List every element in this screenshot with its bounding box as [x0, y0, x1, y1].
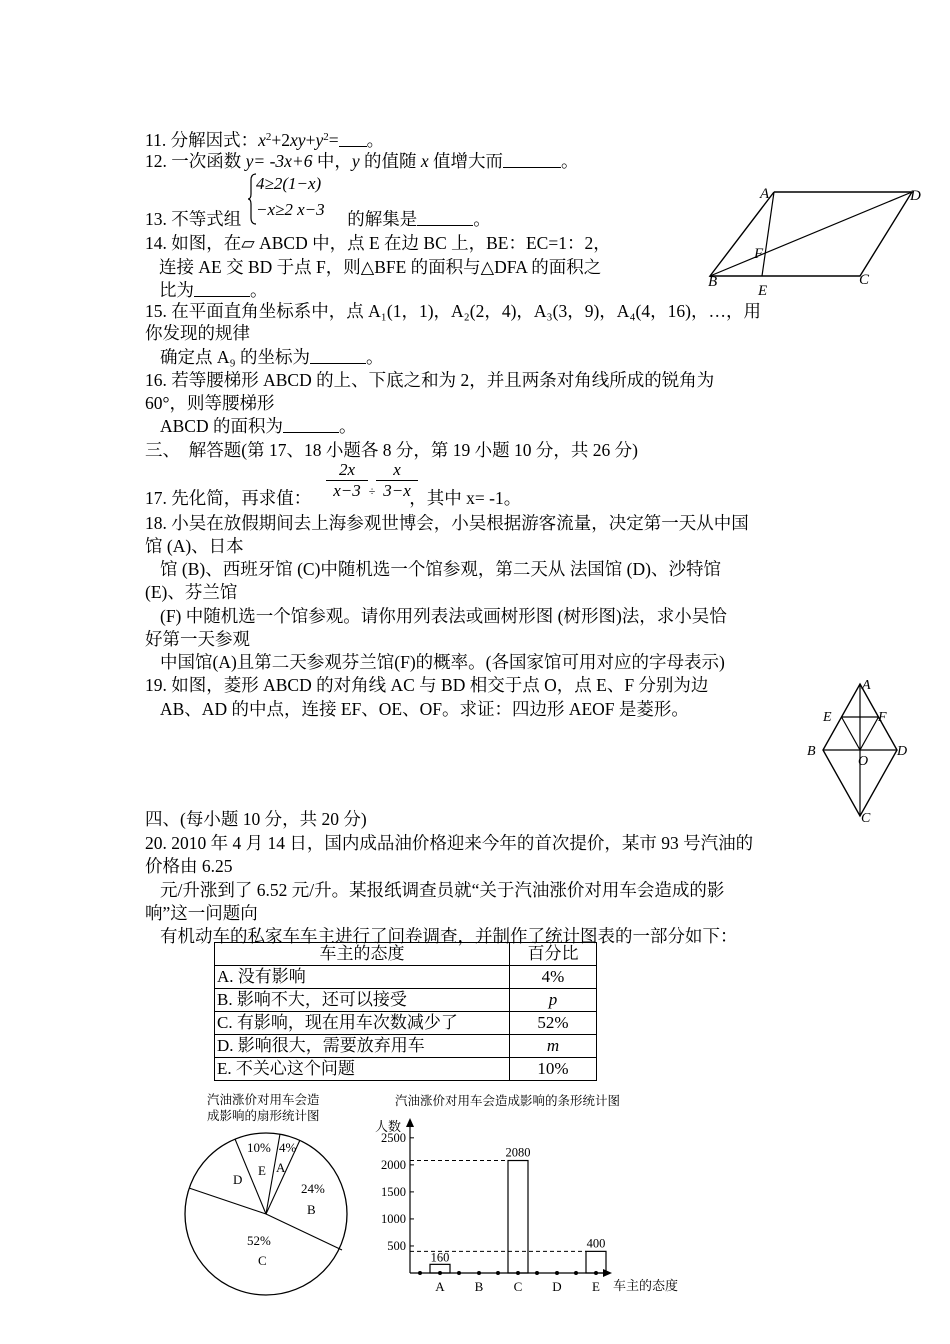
question-16-line2: 60°，则等腰梯形	[145, 393, 275, 413]
question-19-line2: AB、AD 的中点，连接 EF、OE、OF。求证：四边形 AEOF 是菱形。	[160, 699, 689, 719]
table-row	[215, 1012, 597, 1035]
question-11: 11. 分解因式：$x^2+2xy+y^2=$ 。	[145, 130, 385, 150]
question-14-line3: 比为 。	[159, 280, 268, 300]
x-axis-label: 车主的态度	[613, 1278, 679, 1293]
question-20: 20. 2010 年 4 月 14 日，国内成品油价格迎来今年的首次提价，某市 93 号汽油的	[145, 833, 754, 853]
pie-chart	[180, 1128, 360, 1308]
question-18-line6: 好第一天参观	[145, 629, 250, 649]
question-16: 16. 若等腰梯形 ABCD 的上、下底之和为 2，并且两条对角线所成的锐角为	[145, 370, 715, 390]
x-tick-label: B	[474, 1279, 484, 1294]
answer-blank	[194, 280, 250, 297]
data-label-C: 2080	[505, 1145, 531, 1160]
section-3-heading: 三、 解答题(第 17、18 小题各 8 分，第 19 小题 10 分，共 26 分)	[145, 440, 638, 460]
question-14: 14. 如图，在▱ ABCD 中，点 E 在边 BC 上，BE：EC=1：2，	[145, 233, 611, 253]
question-20-line5: 有机动车的私家车车主进行了问卷调查，并制作了统计图表的一部分如下：	[160, 926, 738, 946]
y-tick-label: 500	[387, 1238, 406, 1253]
table-row	[215, 989, 597, 1012]
label-f: F	[754, 246, 764, 262]
question-20-line3: 元/升涨到了 6.52 元/升。某报纸调查员就“关于汽油涨价对用车会造成的影	[160, 880, 725, 900]
question-14-line2: 连接 AE 交 BD 于点 F，则△BFE 的面积与△DFA 的面积之	[159, 257, 602, 277]
fraction-2-denominator: 3−x	[383, 481, 411, 500]
x-tick-dot	[477, 1271, 481, 1275]
question-18-line5: (F) 中随机选一个馆参观。请你用列表法或画树形图 (树形图)法，求小吴恰	[160, 606, 727, 626]
data-label-E: 400	[586, 1236, 606, 1251]
pie-divider	[189, 1188, 266, 1214]
x-tick-label: A	[435, 1279, 445, 1294]
label-b: B	[708, 274, 718, 290]
answer-blank	[283, 416, 339, 433]
question-19: 19. 如图，菱形 ABCD 的对角线 AC 与 BD 相交于点 O，点 E、F 分别为边	[145, 675, 709, 695]
question-15: 15. 在平面直角坐标系中，点 A₁(1，1)，A₂(2，4)，A₃(3，9)，A₄(4，16)，…，用	[145, 301, 761, 321]
bar-C	[508, 1161, 528, 1273]
table-cell: 52%	[510, 1012, 597, 1035]
answer-blank	[417, 209, 473, 226]
slice-e-label: E	[258, 1163, 266, 1178]
question-17: 17. 先化简，再求值： ，其中 x= -1。	[145, 488, 522, 508]
table-cell: m	[510, 1035, 597, 1058]
x-tick-dot	[555, 1271, 559, 1275]
table-header: 车主的态度	[215, 943, 510, 966]
table-cell: D. 影响很大，需要放弃用车	[215, 1035, 510, 1058]
table-row	[215, 1058, 597, 1081]
y-axis-label: 人数	[375, 1119, 402, 1134]
question-18-line3: 馆 (B)、西班牙馆 (C)中随机选一个馆参观，第二天从 法国馆 (D)、沙特馆	[160, 559, 721, 579]
slice-b-label: B	[307, 1202, 316, 1217]
question-20-line4: 响”这一问题向	[145, 903, 258, 923]
table-cell: B. 影响不大，还可以接受	[215, 989, 510, 1012]
pie-caption: 汽油涨价对用车会造	[207, 1093, 320, 1107]
parallelogram-figure	[700, 180, 930, 300]
table-header-row	[215, 943, 597, 966]
y-tick-label: 2500	[381, 1130, 406, 1145]
question-18-line4: (E)、芬兰馆	[145, 582, 238, 602]
bar-chart	[370, 1114, 710, 1304]
x-tick-dot	[418, 1271, 422, 1275]
segment-oe	[842, 717, 861, 750]
question-20-line2: 价格由 6.25	[145, 856, 233, 876]
label-a: A	[760, 186, 770, 202]
label-b: B	[807, 744, 816, 759]
bar-chart-title: 汽油涨价对用车会造成影响的条形统计图	[395, 1094, 621, 1108]
fraction-2-numerator: x	[376, 460, 418, 481]
question-12: 12. 一次函数 y= -3x+6 中，y 的值随 x 值增大而 。	[145, 151, 579, 171]
question-18-line7: 中国馆(A)且第二天参观芬兰馆(F)的概率。(各国家馆可用对应的字母表示)	[160, 652, 725, 672]
slice-c-percent: 52%	[247, 1233, 271, 1248]
diagonal-bd	[710, 192, 912, 276]
answer-blank	[339, 130, 367, 147]
y-axis-arrow-icon	[406, 1118, 414, 1127]
y-tick-label: 1500	[381, 1184, 406, 1199]
table-cell: E. 不关心这个问题	[215, 1058, 510, 1081]
x-tick-label: C	[513, 1279, 523, 1294]
x-tick-label: D	[552, 1279, 562, 1294]
table-cell: 4%	[510, 966, 597, 989]
table-row	[215, 1035, 597, 1058]
x-tick-label: E	[592, 1279, 600, 1294]
inequality-2: −x≥2 x−3	[256, 200, 325, 219]
question-18: 18. 小吴在放假期间去上海参观世博会，小吴根据游客流量，决定第一天从中国	[145, 513, 749, 533]
slice-b-percent: 24%	[301, 1181, 325, 1196]
label-f: F	[878, 710, 887, 725]
label-c: C	[861, 811, 871, 826]
table-row	[215, 966, 597, 989]
table-cell: C. 有影响，现在用车次数减少了	[215, 1012, 510, 1035]
question-15-line2: 你发现的规律	[145, 323, 250, 343]
table-cell: p	[510, 989, 597, 1012]
fraction-1-denominator: x−3	[333, 481, 361, 500]
slice-a-percent: 4%	[279, 1140, 297, 1155]
y-tick-label: 2000	[381, 1157, 406, 1172]
x-tick-dot	[535, 1271, 539, 1275]
y-tick-label: 1000	[381, 1211, 406, 1226]
x-tick-dot	[457, 1271, 461, 1275]
pie-caption-line2: 成影响的扇形统计图	[207, 1109, 320, 1123]
slice-a-label: A	[276, 1160, 286, 1175]
answer-blank	[503, 151, 561, 168]
segment-of	[860, 717, 879, 750]
label-a: A	[862, 678, 871, 693]
label-o: O	[858, 754, 869, 769]
table-cell: A. 没有影响	[215, 966, 510, 989]
question-18-line2: 馆 (A)、日本	[145, 536, 244, 556]
x-tick-dot	[574, 1271, 578, 1275]
slice-c-label: C	[258, 1253, 267, 1268]
data-label-A: 160	[430, 1250, 450, 1265]
table-header: 百分比	[510, 943, 597, 966]
x-tick-dot	[496, 1271, 500, 1275]
label-e: E	[758, 283, 768, 299]
table-cell: 10%	[510, 1058, 597, 1081]
label-d: D	[897, 744, 908, 759]
label-e: E	[823, 710, 832, 725]
pie-divider	[266, 1214, 342, 1250]
attitude-table	[214, 942, 597, 1081]
section-4-heading: 四、(每小题 10 分，共 20 分)	[145, 809, 367, 829]
slice-e-percent: 10%	[247, 1140, 271, 1155]
divide-sign: ÷	[368, 484, 376, 498]
slice-d-label: D	[233, 1172, 243, 1187]
rhombus-figure	[805, 676, 915, 826]
label-d: D	[910, 188, 921, 204]
fraction-1-numerator: 2x	[326, 460, 368, 481]
answer-blank	[310, 347, 366, 364]
label-c: C	[859, 272, 870, 288]
question-13: 13. 不等式组 的解集是 。	[145, 209, 491, 229]
inequality-1: 4≥2(1−x)	[256, 174, 322, 193]
question-15-line3: 确定点 A₉ 的坐标为 。	[160, 347, 384, 367]
question-16-line3: ABCD 的面积为 。	[160, 416, 357, 436]
